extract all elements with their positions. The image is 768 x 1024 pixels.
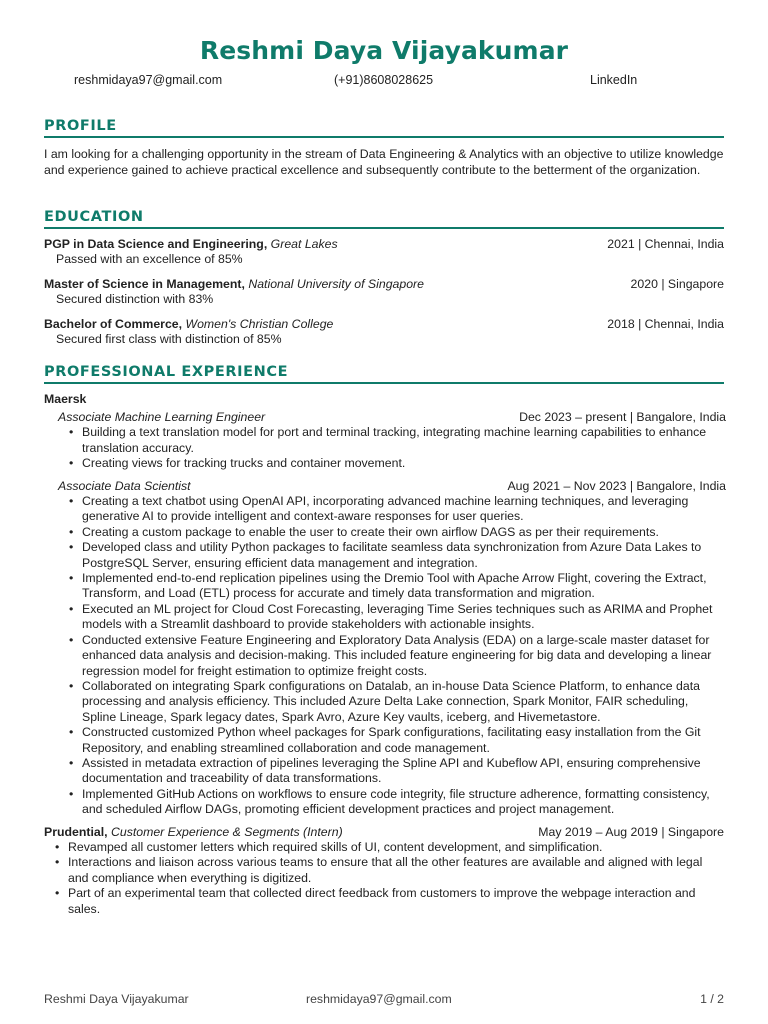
education-detail: Secured distinction with 83%	[56, 292, 214, 307]
role-title: Associate Machine Learning Engineer	[58, 410, 266, 424]
company-name: Prudential,	[44, 824, 108, 839]
degree-title: PGP in Data Science and Engineering,	[44, 237, 268, 251]
degree-title: Bachelor of Commerce,	[44, 316, 183, 331]
page-number: 1 / 2	[700, 992, 724, 1006]
email-link[interactable]: reshmidaya97@gmail.com	[74, 73, 223, 87]
role-bullets	[44, 840, 724, 917]
profile-section	[44, 118, 724, 178]
institution-name: National University of Singapore	[248, 276, 424, 291]
education-item	[44, 237, 724, 268]
education-item	[44, 277, 724, 308]
profile-heading: PROFILE	[44, 118, 724, 138]
candidate-name: Reshmi Daya Vijayakumar	[199, 36, 569, 65]
education-meta: 2018 | Chennai, India	[607, 316, 724, 331]
list-item: • Constructed customized Python wheel packages for Spark configurations, facilitating easy installation from the Git Repository, and enabling streamlined collaboration and code management.	[82, 725, 724, 756]
company-name: Maersk	[44, 392, 87, 406]
list-item: • Assisted in metadata extraction of pipelines leveraging the Spline API and Kubeflow API, ensuring comprehensive documentation and traceability of data transformations.	[82, 756, 724, 787]
experience-heading: PROFESSIONAL EXPERIENCE	[44, 364, 724, 384]
role-title: Customer Experience & Segments (Intern)	[110, 824, 343, 839]
list-item: • Creating a custom package to enable the user to create their own airflow DAGS as per their requirements.	[82, 525, 724, 540]
contact-line	[44, 73, 724, 91]
institution-name: Women's Christian College	[185, 316, 334, 331]
role-title: Associate Data Scientist	[58, 478, 191, 493]
page-footer	[44, 992, 724, 1010]
list-item: • Part of an experimental team that collected direct feedback from customers to improve the webpage interaction and sales.	[68, 886, 724, 917]
list-item: • Creating a text chatbot using OpenAI API, incorporating advanced machine learning techniques, and leveraging generative AI to provide intelligent and context-aware responses for user queries.	[82, 494, 724, 525]
education-detail: Passed with an excellence of 85%	[56, 252, 243, 267]
role-bullets	[44, 494, 724, 818]
education-item	[44, 317, 724, 348]
list-item: • Building a text translation model for port and terminal tracking, integrating machine learning capabilities to enhance translation accuracy.	[82, 425, 724, 456]
list-item: • Implemented GitHub Actions on workflows to ensure code integrity, file structure adherence, formatting consistency, and scheduled Airflow DAGs, promoting efficient development practices and project management.	[82, 787, 724, 818]
role-bullets	[44, 425, 724, 471]
education-meta: 2020 | Singapore	[630, 276, 724, 291]
education-heading: EDUCATION	[44, 209, 724, 229]
education-list	[44, 237, 724, 347]
company-header	[44, 825, 724, 840]
list-item: • Creating views for tracking trucks and container movement.	[82, 456, 724, 471]
profile-text: I am looking for a challenging opportunity in the stream of Data Engineering & Analytics with an objective to utilize knowledge and experience gained to achieve practical excellence and subsequently contribute to the betterment of the organization.	[44, 147, 724, 177]
education-detail: Secured first class with distinction of 85%	[56, 332, 282, 347]
list-item: • Collaborated on integrating Spark configurations on Datalab, an in-house Data Science Platform, to enhance data processing and analysis efficiency. This included Azure Delta Lake connection, Spark Monitor, FAIR scheduling, Spline Lineage, Spark legacy dates, Spark Avro, Azure Key vaults, iceberg, and Hivemetastore.	[82, 679, 724, 725]
list-item: • Executed an ML project for Cloud Cost Forecasting, leveraging Time Series techniques such as ARIMA and Prophet models with a Streamlit dashboard to provide stakeholders with actionable insights.	[82, 602, 724, 633]
list-item: • Developed class and utility Python packages to facilitate seamless data synchronization from Azure Data Lakes to PostgreSQL Server, ensuring efficient data management and integration.	[82, 540, 724, 571]
list-item: • Implemented end-to-end replication pipelines using the Dremio Tool with Apache Arrow Flight, covering the Extract, Transform, and Load (ETL) process for accurate and timely data transformation and migration.	[82, 571, 724, 602]
linkedin-link[interactable]: LinkedIn	[590, 73, 638, 87]
experience-section	[44, 364, 724, 917]
degree-title: Master of Science in Management,	[44, 276, 245, 291]
footer-name: Reshmi Daya Vijayakumar	[44, 992, 189, 1006]
footer-email: reshmidaya97@gmail.com	[306, 992, 452, 1006]
phone-number: (+91)8608028625	[334, 73, 434, 87]
list-item: • Interactions and liaison across various teams to ensure that all the other features are available and aligned with legal and compliance when everything is digitized.	[68, 855, 724, 886]
education-meta: 2021 | Chennai, India	[607, 237, 724, 251]
role-meta: Aug 2021 – Nov 2023 | Bangalore, India	[507, 478, 726, 493]
education-section	[44, 209, 724, 347]
role-meta: Dec 2023 – present | Bangalore, India	[519, 410, 726, 424]
list-item: • Revamped all customer letters which required skills of UI, content development, and simplification.	[68, 840, 724, 855]
institution-name: Great Lakes	[270, 237, 338, 251]
role-meta: May 2019 – Aug 2019 | Singapore	[538, 824, 724, 839]
role-header	[44, 479, 724, 494]
role-header	[44, 410, 724, 425]
list-item: • Conducted extensive Feature Engineering and Exploratory Data Analysis (EDA) on a large-scale master dataset for enhanced data analysis and decision-making. This included feature engineering for big data and developing a linear regression model for freight estimation to optimize freight costs.	[82, 633, 724, 679]
